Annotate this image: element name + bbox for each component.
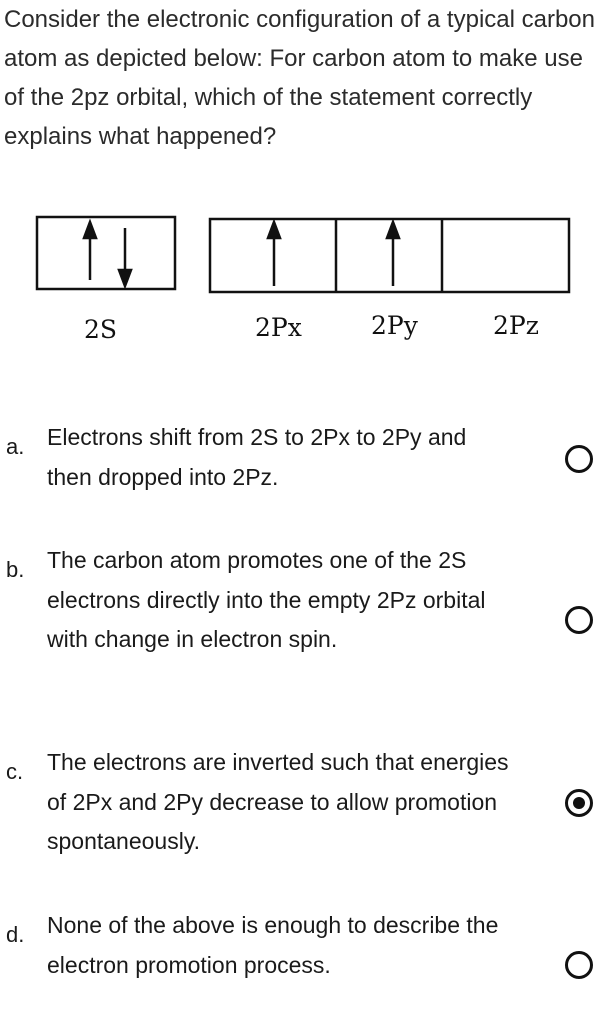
- radio-button-c[interactable]: [565, 789, 593, 817]
- radio-button-b[interactable]: [565, 606, 593, 634]
- electron-up-arrow-2s: [84, 222, 96, 280]
- option-letter: a.: [6, 434, 25, 459]
- option-letter: c.: [6, 759, 24, 784]
- electron-down-arrow-2s: [119, 228, 131, 286]
- orbital-box-2s: [37, 217, 175, 289]
- option-text: Electrons shift from 2S to 2Px to 2Py and then dropped into 2Pz.: [47, 424, 467, 490]
- electron-up-arrow-2py: [387, 222, 399, 286]
- electron-up-arrow-2px: [268, 222, 280, 286]
- orbital-label-2s: 2S: [84, 315, 118, 344]
- option-text: None of the above is enough to describe the electron promotion process.: [47, 912, 499, 978]
- electron-configuration-diagram: [0, 200, 610, 360]
- question-text: Consider the electronic configuration of a typical carbon atom as depicted below: For carbon atom to make use of the 2pᴢ orbital, which of the statement correctly explains what happened?: [4, 6, 595, 150]
- option-text: The electrons are inverted such that energies of 2Px and 2Py decrease to allow promotion spontaneously.: [47, 749, 509, 854]
- radio-button-d[interactable]: [565, 951, 593, 979]
- orbital-label-2pz: 2Pz: [493, 311, 539, 340]
- orbital-label-2py: 2Py: [371, 311, 418, 340]
- option-text: The carbon atom promotes one of the 2S electrons directly into the empty 2Pz orbital with change in electron spin.: [47, 547, 486, 652]
- option-letter: d.: [6, 922, 25, 947]
- orbital-label-2px: 2Px: [255, 313, 302, 342]
- radio-button-a[interactable]: [565, 445, 593, 473]
- option-letter: b.: [6, 557, 25, 582]
